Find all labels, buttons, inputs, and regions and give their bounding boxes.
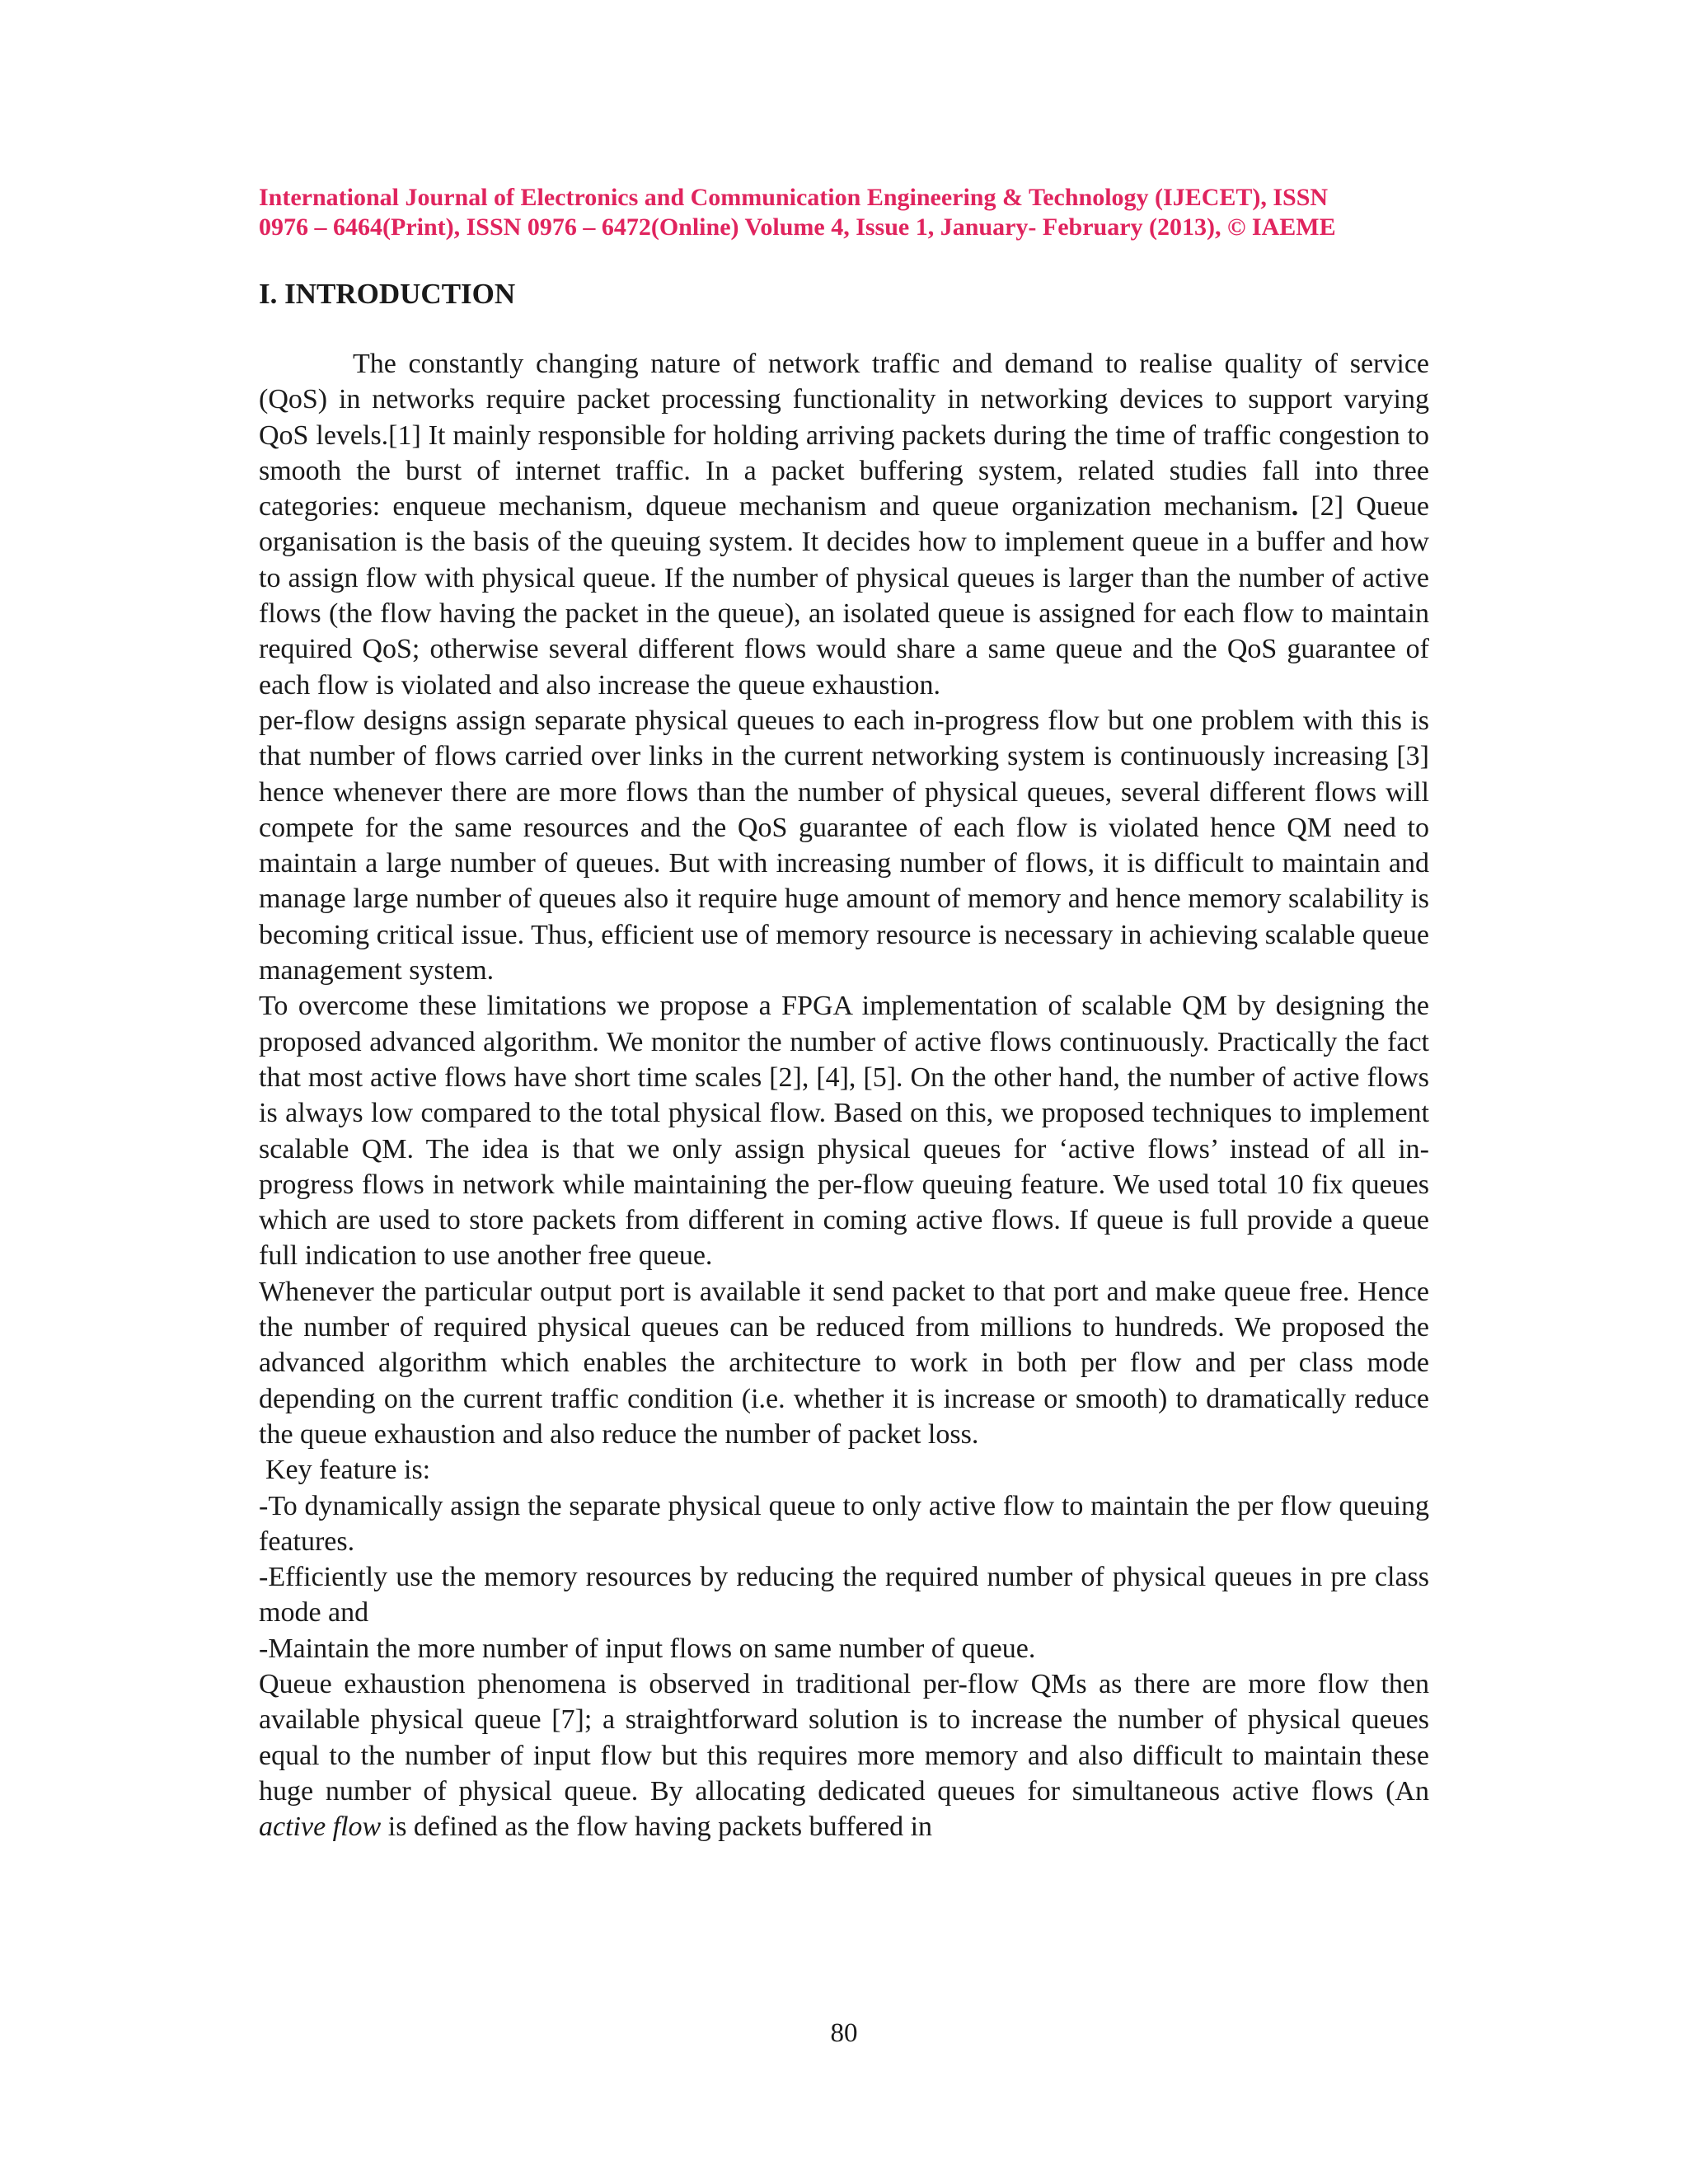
list-item-feature-3: -Maintain the more number of input flows on same number of queue. — [259, 1633, 1036, 1664]
paragraph-1-part-a: The constantly changing nature of network traffic and demand to realise quality of service (QoS) in networks require packet processing functionality in networking devices to support varying QoS levels.[1] It mainly responsible for holding arriving packets during the time of traffic congestion to smooth the burst of internet traffic. In a packet buffering system, related studies fall into three categories: enqueue mechanism, dqueue mechanism and queue organization mechanism — [259, 349, 1429, 523]
section-heading-introduction: I. INTRODUCTION — [259, 278, 516, 310]
body-text — [259, 346, 1429, 1844]
paper-page — [259, 183, 1429, 1843]
paragraph-queue-exhaustion-italic: active flow — [259, 1811, 382, 1843]
paragraph-key-feature: Key feature is: — [265, 1455, 431, 1486]
paragraph-1-bold-period: . — [1291, 491, 1299, 523]
journal-header — [259, 183, 1429, 242]
paragraph-2: per-flow designs assign separate physical queues to each in-progress flow but one problem with this is that number of flows carried over links in the current networking system is continuously increasing [3] hence whenever there are more flows than the number of physical queues, several different flows will compete for the same resources and the QoS guarantee of each flow is violated hence QM need to maintain a large number of queues. But with increasing number of flows, it is difficult to maintain and manage large number of queues also it require huge amount of memory and hence memory scalability is becoming critical issue. Thus, efficient use of memory resource is necessary in achieving scalable queue management system. — [259, 705, 1429, 987]
list-item-feature-1: -To dynamically assign the separate physical queue to only active flow to maintain the per flow queuing features. — [259, 1490, 1429, 1557]
paragraph-1-part-b: [2] Queue organisation is the basis of the queuing system. It decides how to implement queue in a buffer and how to assign flow with physical queue. If the number of physical queues is larger than the number of active flows (the flow having the packet in the queue), an isolated queue is assigned for each flow to maintain required QoS; otherwise several different flows would share a same queue and the QoS guarantee of each flow is violated and also increase the queue exhaustion. — [259, 491, 1429, 701]
paragraph-1 — [259, 346, 1429, 703]
journal-header-line-2: 0976 – 6464(Print), ISSN 0976 – 6472(Online) Volume 4, Issue 1, January- February (2013), © IAEME — [259, 213, 1336, 241]
paragraph-queue-exhaustion — [259, 1666, 1429, 1844]
paragraph-queue-exhaustion-part-b: is defined as the flow having packets buffered in — [381, 1811, 933, 1843]
page-number: 80 — [830, 2018, 858, 2048]
paragraph-queue-exhaustion-part-a: Queue exhaustion phenomena is observed in traditional per-flow QMs as there are more flow then available physical queue [7]; a straightforward solution is to increase the number of physical queues equal to the number of input flow but this requires more memory and also difficult to maintain these huge number of physical queue. By allocating dedicated queues for simultaneous active flows (An — [259, 1668, 1429, 1807]
paragraph-3: To overcome these limitations we propose a FPGA implementation of scalable QM by designing the proposed advanced algorithm. We monitor the number of active flows continuously. Practically the fact that most active flows have short time scales [2], [4], [5]. On the other hand, the number of active flows is always low compared to the total physical flow. Based on this, we proposed techniques to implement scalable QM. The idea is that we only assign physical queues for ‘active flows’ instead of all in-progress flows in network while maintaining the per-flow queuing feature. We used total 10 fix queues which are used to store packets from different in coming active flows. If queue is full provide a queue full indication to use another free queue. — [259, 991, 1429, 1272]
journal-header-line-1: International Journal of Electronics and Communication Engineering & Technology (IJECET), ISSN — [259, 184, 1329, 211]
paragraph-4: Whenever the particular output port is available it send packet to that port and make queue free. Hence the number of required physical queues can be reduced from millions to hundreds. We proposed the advanced algorithm which enables the architecture to work in both per flow and per class mode depending on the current traffic condition (i.e. whether it is increase or smooth) to dramatically reduce the queue exhaustion and also reduce the number of packet loss. — [259, 1276, 1429, 1450]
list-item-feature-2: -Efficiently use the memory resources by reducing the required number of physical queues in pre class mode and — [259, 1562, 1429, 1629]
